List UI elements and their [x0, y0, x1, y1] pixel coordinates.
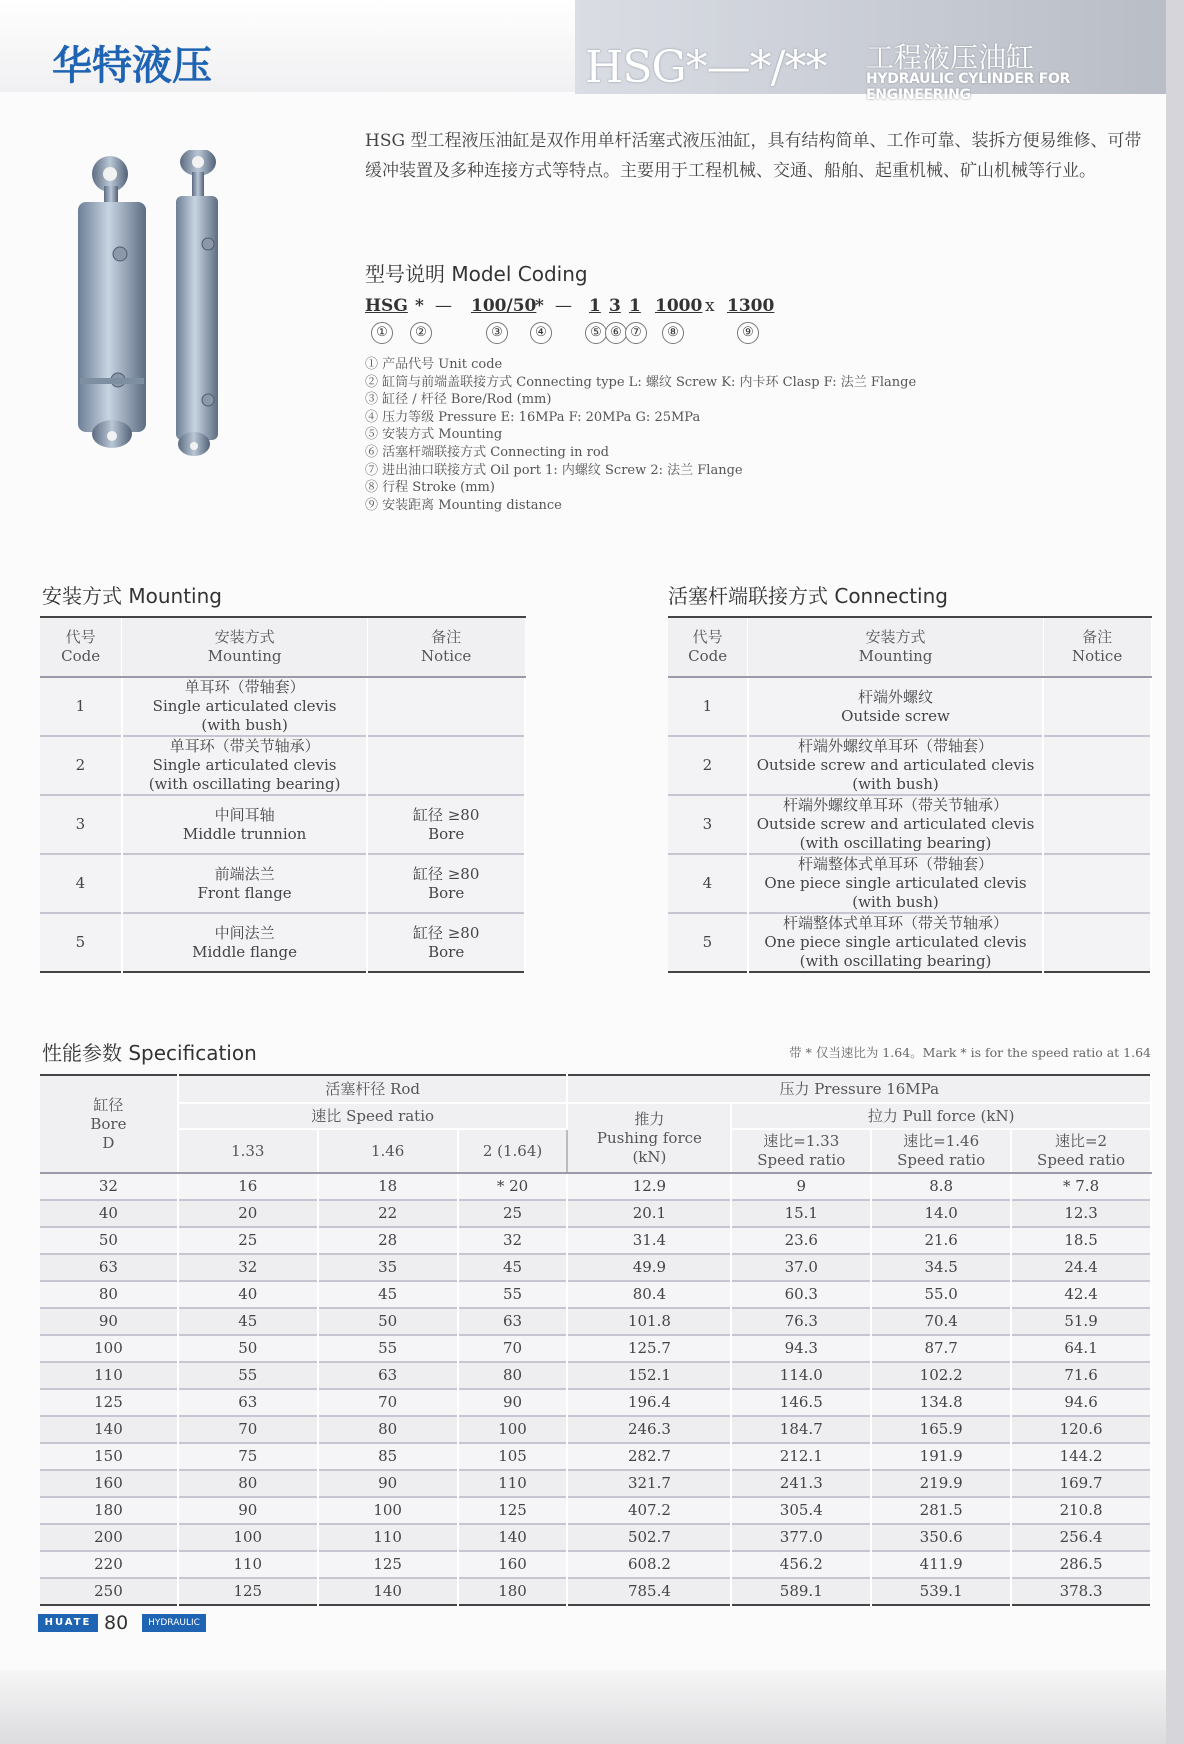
- table-row: [40, 1335, 1151, 1362]
- table-row: [40, 913, 525, 972]
- spec-cell: 34.5: [871, 1254, 1011, 1281]
- spec-cell: 378.3: [1011, 1578, 1151, 1605]
- table-row: [668, 677, 1151, 736]
- spec-cell: 12.9: [567, 1173, 731, 1200]
- notice-cell: 缸径 ≥80 Bore: [367, 913, 525, 972]
- connecting-cell: 杆端整体式单耳环（带轴套） One piece single articulated clevis (with bush): [748, 854, 1043, 913]
- col-header-pull-1: 速比=1.33 Speed ratio: [731, 1129, 871, 1173]
- col-header-push-force: 推力 Pushing force (kN): [567, 1103, 731, 1173]
- mounting-cell: 中间耳轴 Middle trunnion: [122, 795, 367, 854]
- position-marker: ⑥: [605, 322, 627, 344]
- spec-cell: 110: [458, 1470, 568, 1497]
- page-number: 80: [104, 1612, 129, 1634]
- col-header-code: 代号 Code: [40, 617, 122, 677]
- spec-cell: 50: [178, 1335, 318, 1362]
- table-row: [40, 1308, 1151, 1335]
- model-code-title: HSG*—*/**: [585, 42, 827, 93]
- spec-cell: 85: [318, 1443, 458, 1470]
- legend-item: ④ 压力等级 Pressure E: 16MPa F: 20MPa G: 25MPa: [365, 409, 701, 425]
- spec-cell: 70: [458, 1335, 568, 1362]
- code-part: *: [415, 296, 424, 316]
- spec-cell: 15.1: [731, 1200, 871, 1227]
- spec-cell: 144.2: [1011, 1443, 1151, 1470]
- table-row: [668, 795, 1151, 854]
- code-cell: 4: [668, 854, 748, 913]
- spec-cell: 90: [178, 1497, 318, 1524]
- code-cell: 3: [668, 795, 748, 854]
- mounting-table: [40, 616, 526, 973]
- legend-item: ⑧ 行程 Stroke (mm): [365, 480, 495, 496]
- mounting-cell: 单耳环（带关节轴承） Single articulated clevis (with oscillating bearing): [122, 736, 367, 795]
- spec-cell: 539.1: [871, 1578, 1011, 1605]
- spec-cell: 120.6: [1011, 1416, 1151, 1443]
- spec-cell: 63: [178, 1389, 318, 1416]
- spec-cell: 101.8: [567, 1308, 731, 1335]
- spec-cell: 134.8: [871, 1389, 1011, 1416]
- spec-cell: 241.3: [731, 1470, 871, 1497]
- legend-item: ① 产品代号 Unit code: [365, 357, 503, 372]
- spec-cell: 14.0: [871, 1200, 1011, 1227]
- position-marker: ⑨: [737, 322, 759, 344]
- speed-ratio-note: 带 * 仅当速比为 1.64。Mark * is for the speed ratio at 1.64: [789, 1045, 1151, 1060]
- spec-cell: 125.7: [567, 1335, 731, 1362]
- table-row: [40, 1497, 1151, 1524]
- code-part: —: [435, 296, 452, 316]
- col-header-ratio-3: 2 (1.64): [458, 1129, 568, 1173]
- notice-cell: [1043, 854, 1151, 913]
- table-row: [40, 1362, 1151, 1389]
- col-header-notice: 备注 Notice: [1043, 617, 1151, 677]
- spec-cell: 25: [458, 1200, 568, 1227]
- spec-cell: 45: [318, 1281, 458, 1308]
- code-cell: 3: [40, 795, 122, 854]
- spec-cell: * 7.8: [1011, 1173, 1151, 1200]
- position-marker: ②: [410, 322, 432, 344]
- code-cell: 4: [40, 854, 122, 913]
- spec-cell: 90: [40, 1308, 178, 1335]
- model-coding-title: 型号说明 Model Coding: [365, 262, 588, 286]
- connecting-cell: 杆端外螺纹单耳环（带关节轴承） Outside screw and articulated clevis (with oscillating bearing): [748, 795, 1043, 854]
- spec-cell: 9: [731, 1173, 871, 1200]
- legend-item: ⑥ 活塞杆端联接方式 Connecting in rod: [365, 444, 609, 460]
- col-header-mounting: 安装方式 Mounting: [748, 617, 1043, 677]
- spec-cell: 191.9: [871, 1443, 1011, 1470]
- spec-cell: 45: [178, 1308, 318, 1335]
- table-row: [40, 1389, 1151, 1416]
- spec-cell: 63: [458, 1308, 568, 1335]
- spec-cell: 140: [458, 1524, 568, 1551]
- code-position-markers: [365, 322, 785, 346]
- spec-cell: 94.6: [1011, 1389, 1151, 1416]
- spec-cell: 125: [458, 1497, 568, 1524]
- header-title-cn: 工程液压油缸: [866, 41, 1035, 74]
- spec-cell: 71.6: [1011, 1362, 1151, 1389]
- code-cell: 5: [668, 913, 748, 972]
- intro-paragraph: HSG 型工程液压油缸是双作用单杆活塞式液压油缸，具有结构简单、工作可靠、装拆方便易维修、可带缓冲装置及多种连接方式等特点。主要用于工程机械、交通、船舶、起重机械、矿山机械等行业。: [365, 131, 1142, 181]
- spec-cell: 87.7: [871, 1335, 1011, 1362]
- spec-cell: 80: [318, 1416, 458, 1443]
- mounting-cell: 前端法兰 Front flange: [122, 854, 367, 913]
- spec-cell: 12.3: [1011, 1200, 1151, 1227]
- spec-cell: 305.4: [731, 1497, 871, 1524]
- connecting-cell: 杆端外螺纹单耳环（带轴套） Outside screw and articulated clevis (with bush): [748, 736, 1043, 795]
- table-row: [40, 795, 525, 854]
- code-cell: 1: [40, 677, 122, 736]
- spec-cell: 80.4: [567, 1281, 731, 1308]
- spec-cell: 281.5: [871, 1497, 1011, 1524]
- col-header-speed-ratio: 速比 Speed ratio: [178, 1103, 568, 1129]
- spec-cell: 180: [40, 1497, 178, 1524]
- spec-cell: 22: [318, 1200, 458, 1227]
- spec-cell: 50: [40, 1227, 178, 1254]
- spec-cell: 200: [40, 1524, 178, 1551]
- position-marker: ⑦: [625, 322, 647, 344]
- spec-cell: 785.4: [567, 1578, 731, 1605]
- spec-cell: 20.1: [567, 1200, 731, 1227]
- col-header-pull-3: 速比=2 Speed ratio: [1011, 1129, 1151, 1173]
- spec-cell: 21.6: [871, 1227, 1011, 1254]
- spec-cell: 32: [178, 1254, 318, 1281]
- specification-body: [40, 1173, 1151, 1605]
- col-header-notice: 备注 Notice: [367, 617, 525, 677]
- table-row: [40, 1551, 1151, 1578]
- spec-cell: 140: [40, 1416, 178, 1443]
- spec-cell: 18.5: [1011, 1227, 1151, 1254]
- spec-cell: 37.0: [731, 1254, 871, 1281]
- table-row: [40, 854, 525, 913]
- spec-cell: 32: [458, 1227, 568, 1254]
- spec-cell: 140: [318, 1578, 458, 1605]
- table-row: [40, 1227, 1151, 1254]
- notice-cell: [367, 736, 525, 795]
- spec-cell: 94.3: [731, 1335, 871, 1362]
- specification-table: [40, 1074, 1152, 1606]
- spec-cell: 250: [40, 1578, 178, 1605]
- spec-cell: 256.4: [1011, 1524, 1151, 1551]
- code-cell: 2: [668, 736, 748, 795]
- spec-cell: 55.0: [871, 1281, 1011, 1308]
- spec-cell: 282.7: [567, 1443, 731, 1470]
- spec-cell: 40: [40, 1200, 178, 1227]
- spec-cell: 165.9: [871, 1416, 1011, 1443]
- spec-cell: 70: [318, 1389, 458, 1416]
- col-header-pull-force: 拉力 Pull force (kN): [731, 1103, 1151, 1129]
- spec-cell: 76.3: [731, 1308, 871, 1335]
- spec-cell: 64.1: [1011, 1335, 1151, 1362]
- col-header-rod: 活塞杆径 Rod: [178, 1075, 568, 1103]
- table-row: [40, 1578, 1151, 1605]
- table-row: [668, 854, 1151, 913]
- col-header-pressure: 压力 Pressure 16MPa: [567, 1075, 1151, 1103]
- col-header-code: 代号 Code: [668, 617, 748, 677]
- spec-cell: 31.4: [567, 1227, 731, 1254]
- notice-cell: 缸径 ≥80 Bore: [367, 854, 525, 913]
- table-row: [40, 1173, 1151, 1200]
- spec-cell: 589.1: [731, 1578, 871, 1605]
- spec-cell: 219.9: [871, 1470, 1011, 1497]
- code-part: x: [705, 296, 715, 316]
- spec-cell: 18: [318, 1173, 458, 1200]
- notice-cell: [1043, 795, 1151, 854]
- notice-cell: [1043, 913, 1151, 972]
- spec-cell: 40: [178, 1281, 318, 1308]
- spec-cell: 90: [318, 1470, 458, 1497]
- spec-cell: 184.7: [731, 1416, 871, 1443]
- spec-cell: 321.7: [567, 1470, 731, 1497]
- spec-cell: 80: [178, 1470, 318, 1497]
- code-cell: 2: [40, 736, 122, 795]
- spec-cell: 411.9: [871, 1551, 1011, 1578]
- spec-cell: 16: [178, 1173, 318, 1200]
- connecting-cell: 杆端外螺纹 Outside screw: [748, 677, 1043, 736]
- spec-cell: 35: [318, 1254, 458, 1281]
- spec-cell: 350.6: [871, 1524, 1011, 1551]
- spec-cell: 125: [178, 1578, 318, 1605]
- code-part: HSG: [365, 296, 408, 316]
- spec-cell: 28: [318, 1227, 458, 1254]
- spec-cell: 377.0: [731, 1524, 871, 1551]
- spec-cell: 110: [178, 1551, 318, 1578]
- code-part: 100/50: [471, 296, 537, 316]
- spec-cell: 105: [458, 1443, 568, 1470]
- spec-cell: 110: [40, 1362, 178, 1389]
- table-row: [40, 1281, 1151, 1308]
- col-header-ratio-2: 1.46: [318, 1129, 458, 1173]
- position-marker: ⑤: [585, 322, 607, 344]
- brand-title: 华特液压: [52, 43, 212, 89]
- code-part: 1300: [727, 296, 775, 316]
- col-header-mounting: 安装方式 Mounting: [122, 617, 367, 677]
- position-marker: ①: [371, 322, 393, 344]
- spec-cell: 125: [318, 1551, 458, 1578]
- spec-cell: 180: [458, 1578, 568, 1605]
- spec-cell: 63: [318, 1362, 458, 1389]
- spec-cell: 608.2: [567, 1551, 731, 1578]
- spec-cell: 55: [458, 1281, 568, 1308]
- table-row: [40, 1254, 1151, 1281]
- spec-cell: 196.4: [567, 1389, 731, 1416]
- table-row: [40, 1416, 1151, 1443]
- table-row: [668, 913, 1151, 972]
- spec-cell: 150: [40, 1443, 178, 1470]
- spec-cell: 102.2: [871, 1362, 1011, 1389]
- spec-cell: 90: [458, 1389, 568, 1416]
- header-title-en: HYDRAULIC CYLINDER FOR ENGINEERING: [866, 71, 1071, 103]
- legend-item: ③ 缸径 / 杆径 Bore/Rod (mm): [365, 392, 552, 408]
- spec-cell: 32: [40, 1173, 178, 1200]
- spec-cell: 456.2: [731, 1551, 871, 1578]
- spec-cell: * 20: [458, 1173, 568, 1200]
- spec-cell: 152.1: [567, 1362, 731, 1389]
- table-row: [668, 736, 1151, 795]
- bottom-band: [0, 1670, 1184, 1744]
- legend-item: ⑨ 安装距离 Mounting distance: [365, 497, 562, 513]
- spec-cell: 55: [318, 1335, 458, 1362]
- spec-cell: 25: [178, 1227, 318, 1254]
- mounting-title: 安装方式 Mounting: [42, 584, 222, 608]
- position-marker: ③: [486, 322, 508, 344]
- spec-cell: 23.6: [731, 1227, 871, 1254]
- notice-cell: [1043, 677, 1151, 736]
- footer-tag: HYDRAULIC: [142, 1614, 206, 1632]
- spec-cell: 24.4: [1011, 1254, 1151, 1281]
- spec-cell: 75: [178, 1443, 318, 1470]
- spec-cell: 63: [40, 1254, 178, 1281]
- page-footer: [38, 1612, 208, 1634]
- model-coding-legend: [365, 356, 916, 514]
- legend-item: ⑦ 进出油口联接方式 Oil port 1: 内螺纹 Screw 2: 法兰 Flange: [365, 462, 743, 478]
- position-marker: ④: [530, 322, 552, 344]
- table-row: [40, 1524, 1151, 1551]
- col-header-bore: 缸径 Bore D: [40, 1075, 178, 1173]
- cylinder-photo: [68, 150, 268, 460]
- table-row: [40, 1470, 1151, 1497]
- spec-cell: 169.7: [1011, 1470, 1151, 1497]
- spec-cell: 50: [318, 1308, 458, 1335]
- model-code-example: [365, 296, 785, 320]
- spec-cell: 407.2: [567, 1497, 731, 1524]
- table-row: [40, 736, 525, 795]
- spec-cell: 212.1: [731, 1443, 871, 1470]
- mounting-cell: 中间法兰 Middle flange: [122, 913, 367, 972]
- code-cell: 1: [668, 677, 748, 736]
- notice-cell: [1043, 736, 1151, 795]
- col-header-ratio-1: 1.33: [178, 1129, 318, 1173]
- spec-cell: 160: [458, 1551, 568, 1578]
- page-edge-shade: [1166, 0, 1184, 1744]
- notice-cell: [367, 677, 525, 736]
- spec-cell: 100: [458, 1416, 568, 1443]
- spec-cell: 246.3: [567, 1416, 731, 1443]
- spec-cell: 125: [40, 1389, 178, 1416]
- spec-cell: 100: [318, 1497, 458, 1524]
- code-part: 1: [589, 296, 601, 316]
- spec-cell: 70.4: [871, 1308, 1011, 1335]
- spec-cell: 110: [318, 1524, 458, 1551]
- spec-cell: 100: [178, 1524, 318, 1551]
- spec-cell: 45: [458, 1254, 568, 1281]
- spec-cell: 80: [458, 1362, 568, 1389]
- spec-cell: 220: [40, 1551, 178, 1578]
- spec-cell: 60.3: [731, 1281, 871, 1308]
- code-part: 3: [609, 296, 621, 316]
- table-row: [40, 1200, 1151, 1227]
- spec-cell: 146.5: [731, 1389, 871, 1416]
- table-row: [40, 1443, 1151, 1470]
- spec-cell: 286.5: [1011, 1551, 1151, 1578]
- page-header: [0, 0, 1166, 103]
- spec-cell: 80: [40, 1281, 178, 1308]
- spec-cell: 160: [40, 1470, 178, 1497]
- connecting-cell: 杆端整体式单耳环（带关节轴承） One piece single articulated clevis (with oscillating bearing): [748, 913, 1043, 972]
- spec-cell: 502.7: [567, 1524, 731, 1551]
- spec-cell: 100: [40, 1335, 178, 1362]
- spec-cell: 42.4: [1011, 1281, 1151, 1308]
- code-part: —: [555, 296, 572, 316]
- spec-cell: 114.0: [731, 1362, 871, 1389]
- spec-cell: 8.8: [871, 1173, 1011, 1200]
- code-part: 1: [629, 296, 641, 316]
- legend-item: ⑤ 安装方式 Mounting: [365, 427, 503, 443]
- legend-item: ② 缸筒与前端盖联接方式 Connecting type L: 螺纹 Screw K: 内卡环 Clasp F: 法兰 Flange: [365, 374, 917, 390]
- spec-cell: 210.8: [1011, 1497, 1151, 1524]
- connecting-table: [668, 616, 1152, 973]
- code-part: *: [535, 296, 544, 316]
- connecting-title: 活塞杆端联接方式 Connecting: [668, 584, 948, 608]
- spec-cell: 70: [178, 1416, 318, 1443]
- spec-cell: 55: [178, 1362, 318, 1389]
- footer-brand: HUATE: [38, 1614, 98, 1632]
- spec-cell: 49.9: [567, 1254, 731, 1281]
- position-marker: ⑧: [662, 322, 684, 344]
- spec-cell: 51.9: [1011, 1308, 1151, 1335]
- col-header-pull-2: 速比=1.46 Speed ratio: [871, 1129, 1011, 1173]
- spec-cell: 20: [178, 1200, 318, 1227]
- code-part: 1000: [655, 296, 703, 316]
- specification-title: 性能参数 Specification: [42, 1041, 257, 1065]
- code-cell: 5: [40, 913, 122, 972]
- table-row: [40, 677, 525, 736]
- mounting-cell: 单耳环（带轴套） Single articulated clevis (with bush): [122, 677, 367, 736]
- notice-cell: 缸径 ≥80 Bore: [367, 795, 525, 854]
